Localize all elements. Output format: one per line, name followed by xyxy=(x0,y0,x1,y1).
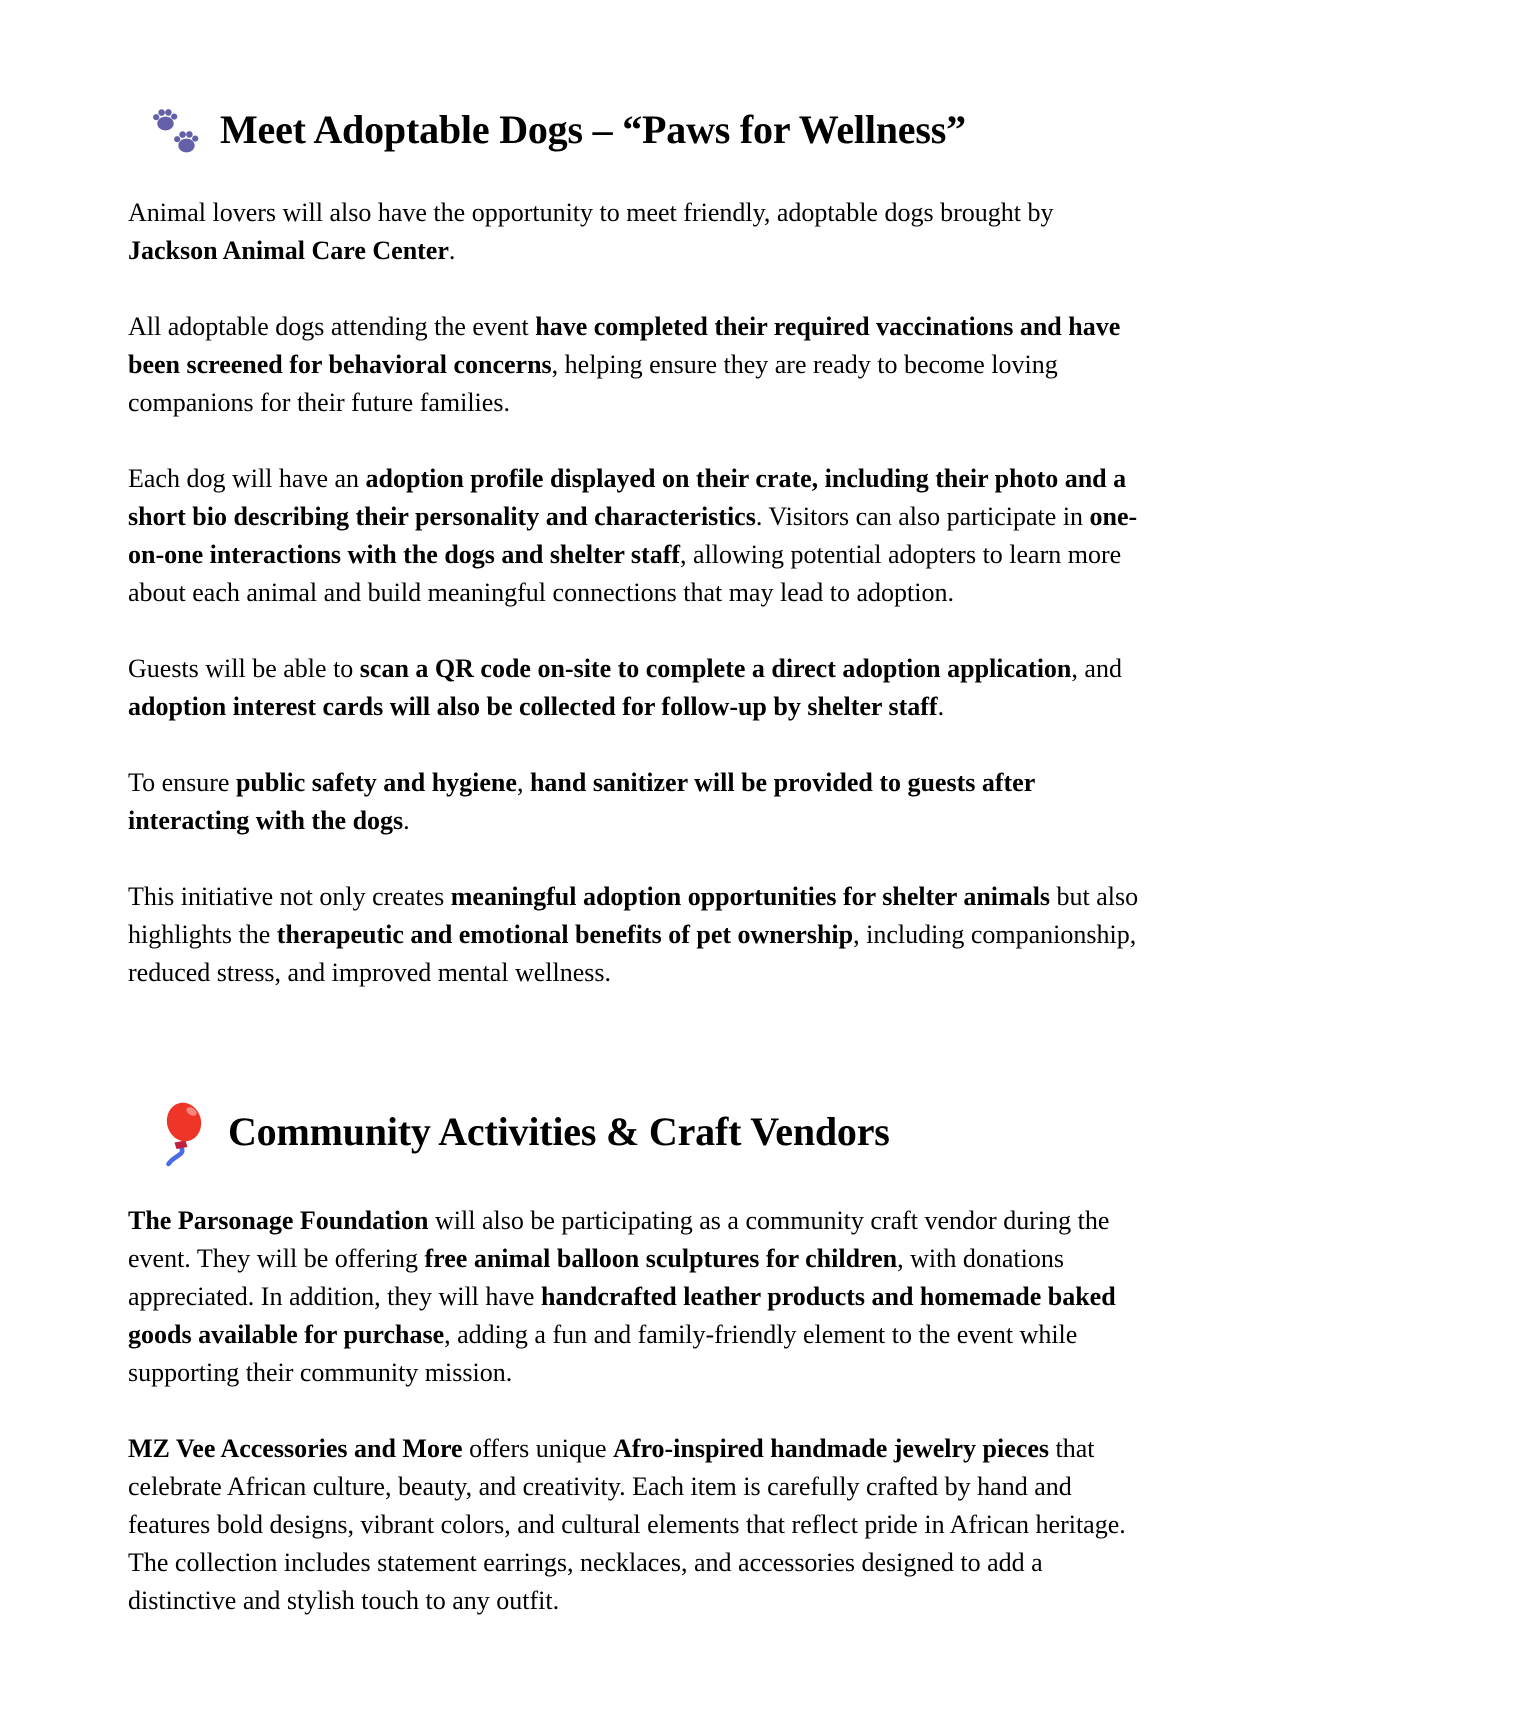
paragraph: MZ Vee Accessories and More offers unique Afro-inspired handmade jewelry pieces that celebrate African culture, beauty, and creativity. Each item is carefully crafted by hand and features bold designs, vibrant colors, and cultural elements that reflect pride in African heritage. The collection includes statement earrings, necklaces, and accessories designed to add a distinctive and stylish touch to any outfit. xyxy=(128,1434,1126,1615)
section-heading-adoptable-dogs xyxy=(150,104,1438,156)
paragraph: The Parsonage Foundation will also be participating as a community craft vendor during the event. They will be offering free animal balloon sculptures for children, with donations appreciated. In addition, they will have handcrafted leather products and homemade baked goods available for purchase, adding a fun and family-friendly element to the event while supporting their community mission. xyxy=(128,1206,1116,1387)
section-heading-text: Meet Adoptable Dogs – “Paws for Wellness” xyxy=(220,107,966,152)
paragraph: Animal lovers will also have the opportunity to meet friendly, adoptable dogs brought by Jackson Animal Care Center. xyxy=(128,198,1054,265)
paragraph: All adoptable dogs attending the event have completed their required vaccinations and have been screened for behavioral concerns, helping ensure they are ready to become loving companions for their future families. xyxy=(128,312,1121,417)
paw-prints-icon xyxy=(150,104,202,156)
paragraph: To ensure public safety and hygiene, hand sanitizer will be provided to guests after interacting with the dogs. xyxy=(128,768,1036,835)
section-heading-text: Community Activities & Craft Vendors xyxy=(228,1109,890,1154)
paragraph: Guests will be able to scan a QR code on-site to complete a direct adoption application, and adoption interest cards will also be collected for follow-up by shelter staff. xyxy=(128,654,1122,721)
section-community-activities xyxy=(128,1096,1438,1620)
paragraph: Each dog will have an adoption profile displayed on their crate, including their photo and a short bio describing their personality and characteristics. Visitors can also participate in one- on-one interactions with the dogs and shelter staff, allowing potential adopters to learn more about each animal and build meaningful connections that may lead to adoption. xyxy=(128,464,1138,607)
balloon-icon xyxy=(160,1096,206,1168)
paragraph: This initiative not only creates meaningful adoption opportunities for shelter animals but also highlights the therapeutic and emotional benefits of pet ownership, including companionship, reduced stress, and improved mental wellness. xyxy=(128,882,1139,987)
section-heading-community-activities xyxy=(160,1096,1438,1168)
section-adoptable-dogs xyxy=(128,104,1438,992)
